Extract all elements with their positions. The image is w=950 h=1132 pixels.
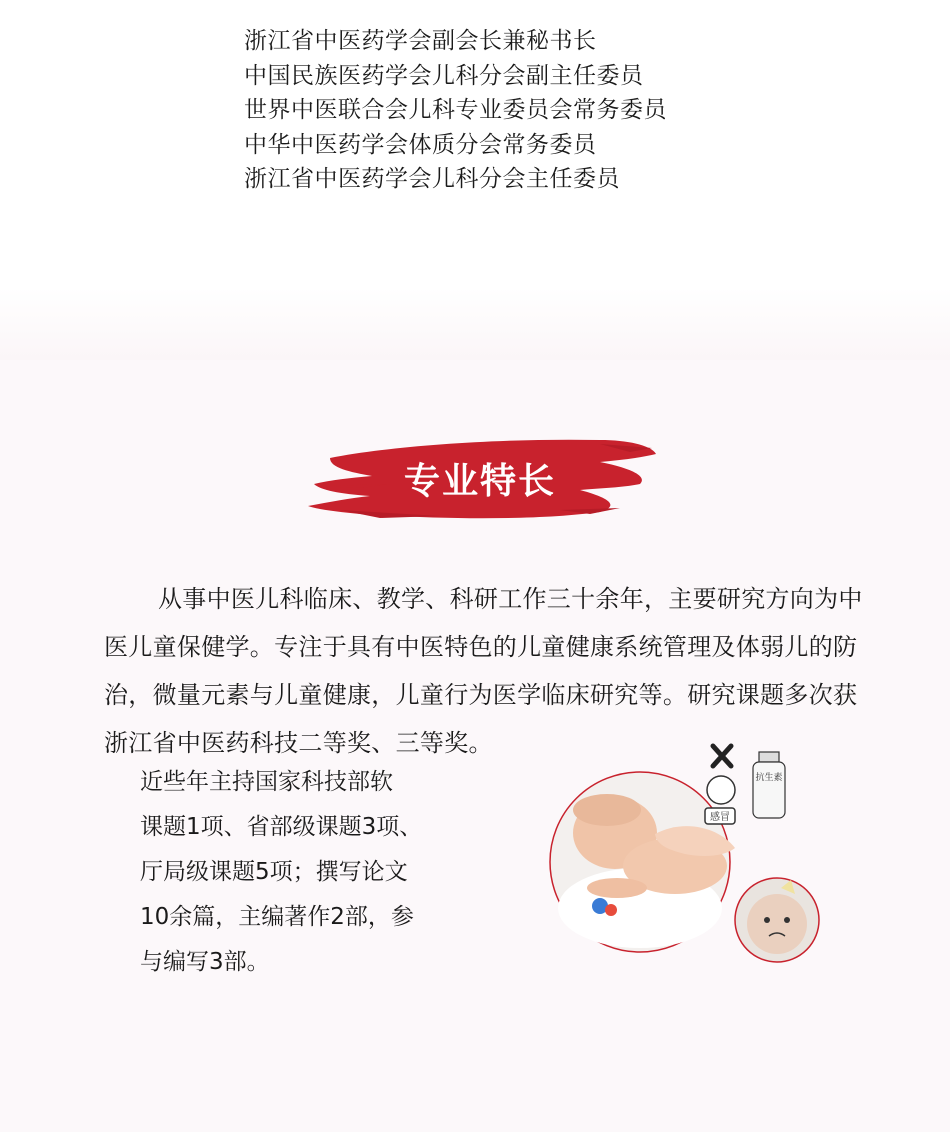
sick-cartoon-icon [707,776,735,804]
svg-text:感冒: 感冒 [710,812,730,823]
role-item: 中国民族医药学会儿科分会副主任委员 [244,62,644,89]
specialty-paragraph: 从事中医儿科临床、教学、科研工作三十余年，主要研究方向为中医儿童保健学。专注于具有中医特色的儿童健康系统管理及体弱儿的防治，微量元素与儿童健康，儿童行为医学临床研究等。研究课题多次获浙江省中医药科技二等奖、三等奖。 [104,585,863,757]
section-title: 专业特长 [403,460,556,502]
research-paragraph [140,760,460,985]
role-item: 浙江省中医药学会副会长兼秘书长 [244,28,597,54]
role-item: 中华中医药学会体质分会常务委员 [244,131,597,158]
roles-list [244,24,667,197]
role-item: 浙江省中医药学会儿科分会主任委员 [244,166,620,192]
baby-care-illustration [545,738,835,970]
research-line: 课题1项、省部级课题3项、 [140,814,423,840]
bottle-label: 抗生素 [755,773,783,783]
research-line: 与编写3部。 [140,949,270,975]
cross-mark-icon [713,746,731,766]
role-item: 世界中医联合会儿科专业委员会常务委员 [244,97,667,123]
section-heading [300,424,660,532]
medicine-bottle-icon [759,752,779,762]
research-line: 10余篇，主编著作2部，参 [140,904,414,930]
research-line: 厅局级课题5项；撰写论文 [140,859,408,885]
research-line: 近些年主持国家科技部软 [140,769,393,795]
